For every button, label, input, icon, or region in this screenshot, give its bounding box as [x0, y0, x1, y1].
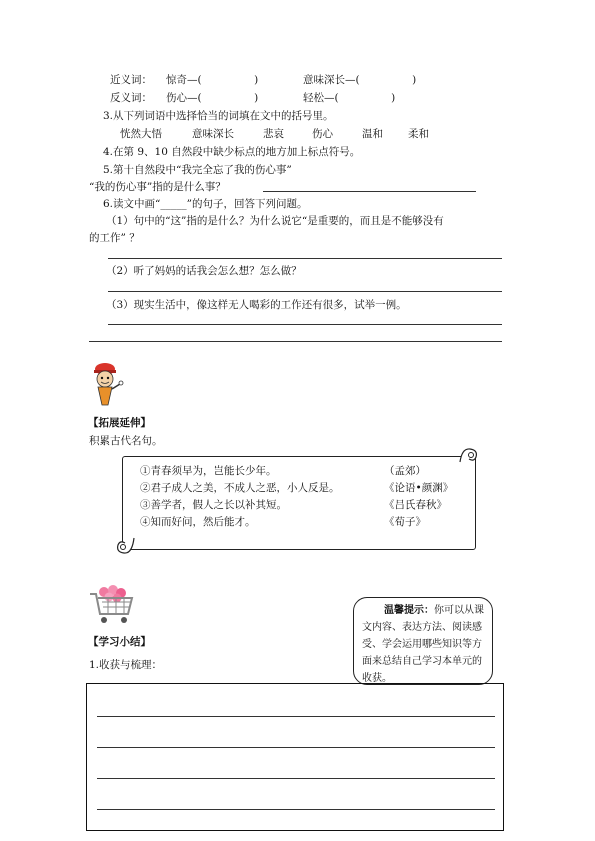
extension-intro: 积累古代名句。	[89, 435, 163, 447]
quote-text: ①青春须早为，岂能长少年。	[140, 465, 277, 477]
summary-title: 【学习小结】	[88, 636, 151, 648]
quote-text: ②君子成人之美，不成人之恶，小人反是。	[140, 482, 340, 494]
summary-item-1: 1.收获与梳理：	[89, 659, 163, 671]
answer-line[interactable]	[108, 324, 502, 325]
scroll-curl-bottom-icon	[114, 536, 136, 556]
answer-line[interactable]	[263, 191, 476, 192]
quote-source: 《吕氏春秋》	[384, 499, 447, 511]
antonym-item-2: 轻松—( )	[303, 92, 396, 104]
scroll-curl-top-icon	[458, 446, 480, 464]
quote-source: 《论语•颜渊》	[384, 482, 454, 494]
answer-line[interactable]	[97, 778, 495, 779]
word-bank-item: 柔和	[408, 128, 429, 140]
word-bank-item: 温和	[362, 128, 383, 140]
cartoon-mascot-icon	[88, 360, 124, 408]
scroll-left-edge	[122, 460, 123, 542]
quote-text: ③善学者，假人之长以补其短。	[140, 499, 287, 511]
answer-line[interactable]	[97, 716, 495, 717]
question-6-1-line1: （1）句中的“这”指的是什么？为什么说它“是重要的，而且是不能够没有	[106, 215, 444, 227]
quote-source: 《荀子》	[384, 516, 426, 528]
answer-line[interactable]	[108, 258, 502, 259]
extension-title: 【拓展延伸】	[88, 417, 151, 429]
question-4: 4.在第 9、10 自然段中缺少标点的地方加上标点符号。	[103, 146, 361, 158]
question-5-sub: “我的伤心事”指的是什么事？	[89, 181, 226, 193]
word-bank-item: 意味深长	[192, 128, 234, 140]
question-6-3: （3）现实生活中，像这样无人喝彩的工作还有很多，试举一例。	[106, 299, 407, 311]
answer-line[interactable]	[108, 291, 502, 292]
synonym-item-2: 意味深长—( )	[303, 74, 417, 86]
synonym-item-1: 惊奇—( )	[166, 74, 259, 86]
question-6: 6.读文中画“_____”的句子，回答下列问题。	[103, 198, 308, 210]
quote-source: （孟郊）	[384, 465, 426, 477]
question-6-1-line2: 的工作” ？	[89, 232, 140, 244]
answer-line[interactable]	[97, 809, 495, 810]
word-bank-item: 悲哀	[263, 128, 284, 140]
quote-text: ④知而好问，然后能才。	[140, 516, 256, 528]
tip-text: 你可以从课文内容、表达方法、阅读感受、学会运用哪些知识等方面来总结自己学习本单元的收获。	[362, 605, 484, 684]
tip-content	[362, 602, 486, 687]
word-bank-item: 伤心	[312, 128, 333, 140]
question-6-2: （2）听了妈妈的话我会怎么想？怎么做？	[106, 265, 302, 277]
synonyms-label: 近义词：	[110, 74, 152, 86]
word-bank-item: 恍然大悟	[120, 128, 162, 140]
answer-line[interactable]	[97, 747, 495, 748]
antonym-item-1: 伤心—( )	[166, 92, 259, 104]
antonyms-label: 反义词：	[110, 92, 152, 104]
question-5: 5.第十自然段中“我完全忘了我的伤心事”	[103, 164, 292, 176]
question-3: 3.从下列词语中选择恰当的词填在文中的括号里。	[103, 110, 334, 122]
shopping-cart-hearts-icon	[88, 582, 136, 626]
answer-line[interactable]	[89, 341, 502, 342]
tip-label: 温馨提示：	[384, 605, 434, 616]
